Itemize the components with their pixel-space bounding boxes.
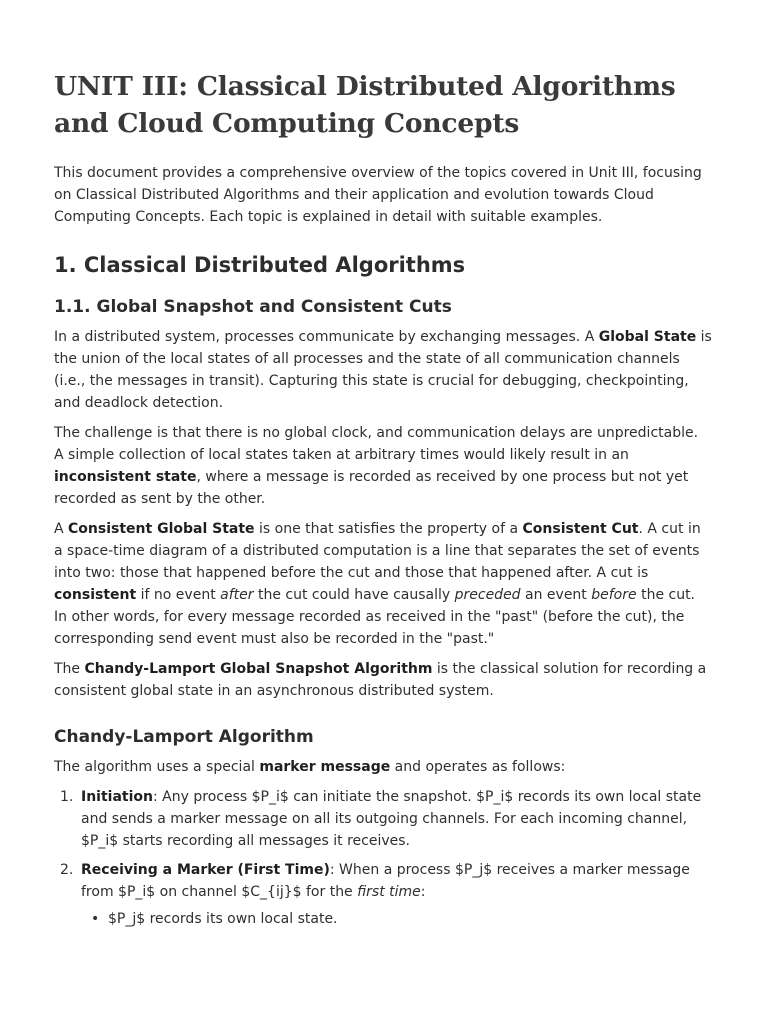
emph-before: before [591, 587, 637, 603]
paragraph-chandy-lamport: The Chandy-Lamport Global Snapshot Algorithm is the classical solution for recording a consistent global state in an asynchronous distributed system. [54, 661, 707, 699]
algorithm-steps-list [54, 786, 712, 930]
term-inconsistent-state: inconsistent state [54, 469, 197, 485]
list-number: 1. [60, 789, 74, 805]
term-consistent: consistent [54, 587, 137, 603]
subsection-heading-1-1: 1.1. Global Snapshot and Consistent Cuts [54, 297, 452, 317]
bullet-item: • $P_j$ records its own local state. [81, 908, 712, 930]
term-consistent-cut: Consistent Cut [522, 521, 639, 537]
algorithm-heading: Chandy-Lamport Algorithm [54, 727, 314, 747]
emph-preceded: preceded [454, 587, 521, 603]
emph-after: after [220, 587, 254, 603]
sub-bullet-list [81, 908, 712, 930]
algorithm-intro: The algorithm uses a special marker message and operates as follows: [54, 759, 566, 775]
step-title: Receiving a Marker (First Time) [81, 862, 330, 878]
list-item: 2. Receiving a Marker (First Time): When a process $P_j$ receives a marker message from $P_i$ on channel $C_{ij}$ for the first time: • $P_j$ records its own local state. [54, 859, 712, 930]
emph-first-time: first time [357, 884, 421, 900]
term-marker-message: marker message [259, 759, 391, 775]
intro-paragraph: This document provides a comprehensive overview of the topics covered in Unit III, focusing on Classical Distributed Algorithms and their application and evolution towards Cloud Computing Concepts. Each topic is explained in detail with suitable examples. [54, 165, 702, 225]
list-item: 1. Initiation: Any process $P_i$ can initiate the snapshot. $P_i$ records its own local state and sends a marker message on all its outgoing channels. For each incoming channel, $P_i$ starts recording all messages it receives. [54, 786, 712, 852]
list-number: 2. [60, 862, 74, 878]
paragraph-challenge: The challenge is that there is no global clock, and communication delays are unpredictable. A simple collection of local states taken at arbitrary times would likely result in an inconsistent state, where a message is recorded as received by one process but not yet recorded as sent by the other. [54, 425, 699, 507]
step-title: Initiation [81, 789, 153, 805]
term-global-state: Global State [598, 329, 697, 345]
section-heading-1: 1. Classical Distributed Algorithms [54, 253, 466, 277]
bullet-icon: • [91, 911, 100, 927]
paragraph-global-state: In a distributed system, processes communicate by exchanging messages. A Global State is the union of the local states of all processes and the state of all communication channels (i.e., the messages in transit). Capturing this state is crucial for debugging, checkpointing, and deadlock detection. [54, 329, 712, 411]
document-title: UNIT III: Classical Distributed Algorithms and Cloud Computing Concepts [54, 71, 676, 139]
paragraph-consistent-cut: A Consistent Global State is one that satisfies the property of a Consistent Cut. A cut in a space-time diagram of a distributed computation is a line that separates the set of events into two: those that happened before the cut and those that happened after. A cut is consistent if no event after the cut could have causally preceded an event before the cut. In other words, for every message recorded as received in the "past" (before the cut), the corresponding send event must also be recorded in the "past." [54, 521, 701, 647]
term-chandy-lamport: Chandy-Lamport Global Snapshot Algorithm [84, 661, 433, 677]
term-consistent-global-state: Consistent Global State [68, 521, 255, 537]
